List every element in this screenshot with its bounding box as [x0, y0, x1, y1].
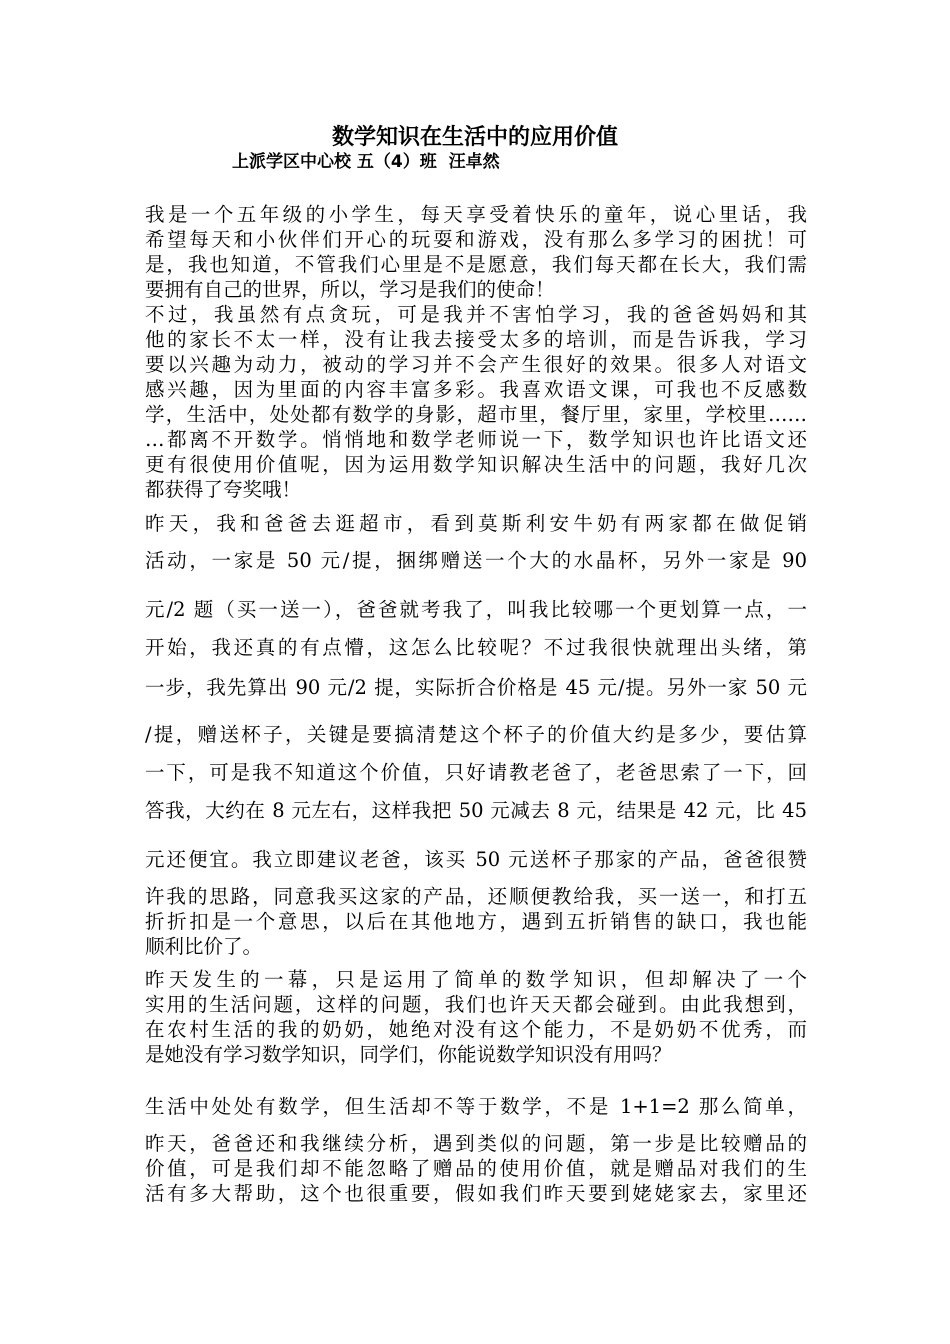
text-line: …都离不开数学。悄悄地和数学老师说一下，数学知识也许比语文还	[145, 428, 807, 451]
text-line: 他的家长不太一样，没有让我去接受太多的培训，而是告诉我，学习	[145, 328, 807, 351]
text-line: 学，生活中，处处都有数学的身影，超市里，餐厅里，家里，学校里……	[145, 403, 807, 426]
text-line: 是，我也知道，不管我们心里是不是愿意，我们每天都在长大，我们需	[145, 253, 807, 276]
text-line: 一下，可是我不知道这个价值，只好请教老爸了，老爸思索了一下，回	[145, 761, 807, 784]
text-line: 是她没有学习数学知识，同学们，你能说数学知识没有用吗？	[145, 1043, 672, 1066]
text-line: 都获得了夸奖哦！	[145, 478, 302, 501]
text-line: 实用的生活问题，这样的问题，我们也许天天都会碰到。由此我想到，	[145, 993, 807, 1016]
text-line: 希望每天和小伙伴们开心的玩耍和游戏，没有那么多学习的困扰！可	[145, 228, 807, 251]
paragraph-2	[145, 302, 807, 502]
text-line: 顺利比价了。	[145, 935, 263, 958]
text-line: 元还便宜。我立即建议老爸，该买 50 元送杯子那家的产品，爸爸很赞	[145, 848, 807, 871]
text-line: 昨天发生的一幕，只是运用了简单的数学知识，但却解决了一个	[145, 968, 807, 991]
text-line: 要以兴趣为动力，被动的学习并不会产生很好的效果。很多人对语文	[145, 353, 807, 376]
text-line: 更有很使用价值呢，因为运用数学知识解决生活中的问题，我好几次	[145, 453, 807, 476]
text-line: 许我的思路，同意我买这家的产品，还顺便教给我，买一送一，和打五	[145, 885, 807, 908]
text-line: 元/2 题（买一送一），爸爸就考我了，叫我比较哪一个更划算一点，一	[145, 598, 807, 621]
text-line: 活动，一家是 50 元/提，捆绑赠送一个大的水晶杯，另外一家是 90	[145, 549, 807, 572]
text-line: 要拥有自己的世界，所以，学习是我们的使命！	[145, 278, 555, 301]
text-line: 昨天，爸爸还和我继续分析，遇到类似的问题，第一步是比较赠品的	[145, 1132, 807, 1155]
text-line: 我是一个五年级的小学生，每天享受着快乐的童年，说心里话，我	[145, 203, 807, 226]
author-byline: 上派学区中心校 五（4）班 汪卓然	[232, 152, 500, 172]
text-line: 昨天，我和爸爸去逛超市，看到莫斯利安牛奶有两家都在做促销	[145, 512, 807, 535]
text-line: 价值，可是我们却不能忽略了赠品的使用价值，就是赠品对我们的生	[145, 1157, 807, 1180]
text-line: 不过，我虽然有点贪玩，可是我并不害怕学习，我的爸爸妈妈和其	[145, 303, 807, 326]
text-line: 开始，我还真的有点懵，这怎么比较呢？不过我很快就理出头绪，第	[145, 636, 807, 659]
paragraph-1	[145, 202, 807, 302]
text-line: 折折扣是一个意思，以后在其他地方，遇到五折销售的缺口，我也能	[145, 910, 807, 933]
text-line: 在农村生活的我的奶奶，她绝对没有这个能力，不是奶奶不优秀，而	[145, 1018, 807, 1041]
text-line: 生活中处处有数学，但生活却不等于数学，不是 1+1=2 那么简单，	[145, 1095, 807, 1118]
document-title: 数学知识在生活中的应用价值	[331, 125, 618, 150]
text-line: 活有多大帮助，这个也很重要，假如我们昨天要到姥姥家去，家里还	[145, 1182, 807, 1205]
text-line: 感兴趣，因为里面的内容丰富多彩。我喜欢语文课，可我也不反感数	[145, 378, 807, 401]
text-line: 一步，我先算出 90 元/2 提，实际折合价格是 45 元/提。另外一家 50 元	[145, 676, 807, 699]
paragraph-4	[145, 967, 807, 1067]
text-line: 答我，大约在 8 元左右，这样我把 50 元减去 8 元，结果是 42 元，比 45	[145, 799, 807, 822]
text-line: /提，赠送杯子，关键是要搞清楚这个杯子的价值大约是多少，要估算	[145, 723, 807, 746]
